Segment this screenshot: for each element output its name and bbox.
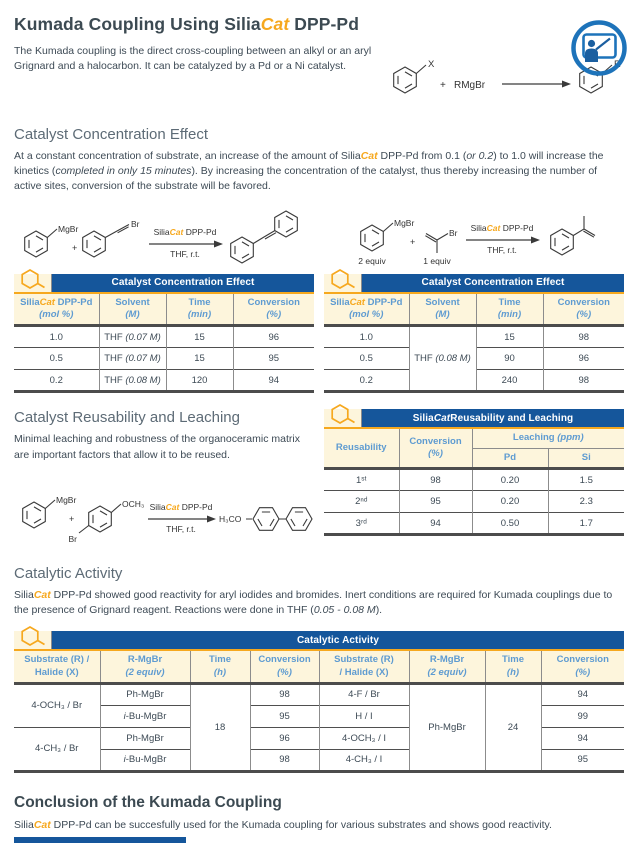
- cell-cycle: 1ˢᵗ: [324, 469, 399, 491]
- cell-solvent: THF (0.07 M): [99, 326, 166, 348]
- conditions-top: SiliaCat DPP-Pd: [153, 226, 217, 237]
- och3-label: OCH₃: [122, 498, 145, 509]
- col-header-conversion: Conversion (%): [233, 294, 314, 326]
- br-label: Br: [68, 533, 77, 544]
- mgbr-label: MgBr: [56, 494, 77, 505]
- cell-substrate: 4-OCH₃ / Br: [14, 683, 100, 727]
- table-title-text: Catalyst Concentration Effect: [421, 277, 565, 289]
- page-title: [14, 14, 624, 35]
- conditions-bottom: THF, r.t.: [487, 244, 517, 255]
- table-title-brand: Cat: [433, 412, 451, 424]
- document-page: [0, 14, 638, 843]
- table-title-text: Silia: [412, 412, 434, 424]
- data-table: [14, 294, 314, 394]
- table-row: [14, 326, 314, 348]
- cell-conversion: 94: [541, 683, 624, 705]
- concentration-paragraph: [14, 149, 624, 195]
- hexagon-molecule-icon: [324, 409, 362, 427]
- cell-time: 240: [476, 370, 543, 392]
- substituent-r-label: R: [614, 59, 621, 70]
- brand-accent: Cat: [33, 818, 51, 831]
- text-segment: At a constant concentration of substrate, an increase of the amount of Silia: [14, 150, 361, 162]
- text-segment: Silia: [14, 588, 34, 601]
- cell-pd: 0.50: [472, 513, 548, 535]
- section-heading-reusability: Catalyst Reusability and Leaching: [14, 409, 240, 427]
- section-heading-catalyst-concentration: Catalyst Concentration Effect: [14, 126, 208, 143]
- cell-time-merged: 24: [485, 683, 541, 771]
- data-table: [14, 651, 624, 773]
- text-segment: DPP-Pd from 0.1 (: [377, 150, 467, 162]
- table-title-bar: [14, 274, 314, 294]
- table-title: [362, 274, 624, 292]
- conclusion-heading: Conclusion of the Kumada Coupling: [14, 793, 282, 811]
- plus-sign: +: [72, 242, 78, 253]
- text-segment: ) to 1.0 will increase the kinetics (: [14, 150, 604, 178]
- cell-time: 15: [476, 326, 543, 348]
- col-header-solvent: Solvent (M): [409, 294, 476, 326]
- cell-pd: 0.20: [472, 491, 548, 513]
- cell-pd: 0.20: [472, 469, 548, 491]
- col-header-time-left: Time (h): [190, 651, 250, 683]
- cell-si: 1.5: [548, 469, 624, 491]
- data-table: [324, 429, 624, 536]
- cell-substrate: 4-CH₃ / I: [319, 749, 409, 771]
- cell-catalyst: 1.0: [14, 326, 99, 348]
- italic-segment: 0.05 - 0.08 M: [313, 604, 376, 616]
- col-header-conversion: Conversion (%): [543, 294, 624, 326]
- plus-sign: +: [410, 236, 416, 247]
- equiv-label: 1 equiv: [423, 255, 451, 266]
- activity-paragraph: [14, 588, 624, 618]
- cell-conversion: 94: [233, 370, 314, 392]
- cell-time: 15: [166, 326, 233, 348]
- cell-conversion: 95: [541, 749, 624, 771]
- cell-conversion: 95: [233, 348, 314, 370]
- cell-substrate: 4-CH₃ / Br: [14, 727, 100, 771]
- cell-catalyst: 0.2: [14, 370, 99, 392]
- col-header-reusability: Reusability: [324, 429, 399, 468]
- h3co-label: H₃CO: [219, 513, 242, 524]
- table-title: [52, 631, 624, 649]
- cell-reagent-merged: Ph-MgBr: [409, 683, 485, 771]
- br-label: Br: [131, 218, 140, 229]
- reusability-left-column: [14, 409, 314, 551]
- conditions-top: SiliaCat DPP-Pd: [470, 222, 534, 233]
- table-row: [324, 491, 624, 513]
- table-title-text: Reusability and Leaching: [450, 412, 574, 424]
- col-header-time: Time (min): [166, 294, 233, 326]
- br-label: Br: [449, 227, 458, 238]
- table-title-text: Catalyst Concentration Effect: [111, 277, 255, 289]
- italic-segment: or 0.2: [466, 150, 494, 162]
- hexagon-molecule-icon: [14, 631, 52, 649]
- table-reusability-leaching: [324, 409, 624, 536]
- cell-conversion: 94: [399, 513, 472, 535]
- table-catalytic-activity: [14, 631, 624, 773]
- cutoff-next-table-header: [14, 837, 186, 843]
- methylstyrene-reaction-scheme: [334, 204, 624, 268]
- cell-conversion: 98: [250, 749, 319, 771]
- table-row: [14, 348, 314, 370]
- text-segment: Silia: [14, 818, 34, 831]
- table-row: [324, 326, 624, 348]
- col-header-rmgbr-left: R-MgBr (2 equiv): [100, 651, 190, 683]
- conditions-top: SiliaCat DPP-Pd: [149, 501, 213, 512]
- cell-conversion: 96: [233, 326, 314, 348]
- cell-conversion: 99: [541, 705, 624, 727]
- grignard-reagent-label: RMgBr: [454, 80, 486, 91]
- cell-conversion: 98: [543, 370, 624, 392]
- cell-cycle: 3ʳᵈ: [324, 513, 399, 535]
- cell-solvent-merged: THF (0.08 M): [409, 326, 476, 392]
- col-header-pd: Pd: [472, 448, 548, 468]
- cell-si: 2.3: [548, 491, 624, 513]
- col-header-conversion-right: Conversion (%): [541, 651, 624, 683]
- cell-time: 120: [166, 370, 233, 392]
- mgbr-label: MgBr: [394, 217, 415, 228]
- col-header-si: Si: [548, 448, 624, 468]
- intro-row: [14, 44, 624, 109]
- cell-reagent: i-Bu-MgBr: [100, 705, 190, 727]
- col-header-substrate-left: Substrate (R) / Halide (X): [14, 651, 100, 683]
- cell-conversion: 94: [541, 727, 624, 749]
- table-title-bar: [324, 409, 624, 429]
- cell-time-merged: 18: [190, 683, 250, 771]
- table-title-bar: [324, 274, 624, 294]
- cell-conversion: 98: [543, 326, 624, 348]
- cell-conversion: 96: [543, 348, 624, 370]
- col-header-substrate-right: Substrate (R) / Halide (X): [319, 651, 409, 683]
- col-header-catalyst: SiliaCat DPP-Pd (mol %): [14, 294, 99, 326]
- conclusion-paragraph: [14, 818, 624, 833]
- cell-conversion: 95: [250, 705, 319, 727]
- section-heading-catalytic-activity: Catalytic Activity: [14, 564, 123, 582]
- cell-time: 90: [476, 348, 543, 370]
- data-table: [324, 294, 624, 394]
- cell-reagent: i-Bu-MgBr: [100, 749, 190, 771]
- brand-accent: Cat: [360, 150, 378, 162]
- plus-sign: +: [69, 513, 75, 524]
- table-row: [14, 370, 314, 392]
- table-title: [362, 409, 624, 427]
- title-text: Kumada Coupling Using Silia: [14, 14, 261, 34]
- cell-time: 15: [166, 348, 233, 370]
- col-header-conversion: Conversion (%): [399, 429, 472, 468]
- cell-conversion: 95: [399, 491, 472, 513]
- italic-segment: completed in only 15 minutes: [55, 165, 192, 178]
- cell-reagent: Ph-MgBr: [100, 683, 190, 705]
- cell-conversion: 96: [250, 727, 319, 749]
- presentation-training-icon: [570, 19, 628, 82]
- table-row: [324, 513, 624, 535]
- hexagon-molecule-icon: [14, 274, 52, 292]
- col-header-solvent: Solvent (M): [99, 294, 166, 326]
- mgbr-label: MgBr: [58, 223, 79, 234]
- table-catalyst-concentration-left: [14, 274, 314, 394]
- halide-x-label: X: [428, 59, 435, 70]
- cell-cycle: 2ⁿᵈ: [324, 491, 399, 513]
- text-segment: ).: [375, 604, 383, 616]
- table-title-bar: [14, 631, 624, 651]
- text-segment: DPP-Pd showed good reactivity for aryl iodides and bromides. Inert conditions are required for Kumada couplings due to the presence of Grignard reagent. Reactions were done in THF (: [14, 588, 613, 616]
- cell-solvent: THF (0.08 M): [99, 370, 166, 392]
- concentration-tables-row: [14, 274, 624, 394]
- intro-paragraph: The Kumada coupling is the direct cross-coupling between an alkyl or an aryl Grignard and a halocarbon. It can be catalyzed by a Pd or a Ni catalyst.: [14, 45, 372, 72]
- cell-substrate: 4-OCH₃ / I: [319, 727, 409, 749]
- reusability-paragraph: Minimal leaching and robustness of the organoceramic matrix are important factors that allow it to be reused.: [14, 433, 300, 461]
- col-header-conversion-left: Conversion (%): [250, 651, 319, 683]
- brand-accent: Cat: [33, 588, 51, 601]
- col-header-time-right: Time (h): [485, 651, 541, 683]
- cell-catalyst: 0.5: [14, 348, 99, 370]
- table-title: [52, 274, 314, 292]
- table-title-text: Catalytic Activity: [296, 634, 379, 646]
- hexagon-molecule-icon: [324, 274, 362, 292]
- cell-solvent: THF (0.07 M): [99, 348, 166, 370]
- equiv-label: 2 equiv: [358, 255, 386, 266]
- cell-catalyst: 0.5: [324, 348, 409, 370]
- plus-sign: +: [440, 80, 446, 91]
- text-segment: ). By increasing the concentration of the catalyst, thus thereby increasing the number of active sites, conversion of the substrate will be favored.: [14, 165, 598, 193]
- stilbene-reaction-scheme: [14, 204, 319, 268]
- conditions-bottom: THF, r.t.: [170, 248, 200, 259]
- col-header-rmgbr-right: R-MgBr (2 equiv): [409, 651, 485, 683]
- table-row: [324, 469, 624, 491]
- concentration-schemes-row: [14, 204, 624, 268]
- biphenyl-reaction-scheme: [14, 475, 316, 547]
- cell-conversion: 98: [250, 683, 319, 705]
- cell-catalyst: 0.2: [324, 370, 409, 392]
- cell-substrate: H / I: [319, 705, 409, 727]
- col-header-time: Time (min): [476, 294, 543, 326]
- col-header-leaching: Leaching (ppm): [472, 429, 624, 448]
- text-segment: DPP-Pd can be succesfully used for the Kumada coupling for various substrates and shows good reactivity.: [50, 818, 552, 831]
- cell-reagent: Ph-MgBr: [100, 727, 190, 749]
- cell-substrate: 4-F / Br: [319, 683, 409, 705]
- reusability-section-row: [14, 409, 624, 551]
- conditions-bottom: THF, r.t.: [166, 523, 196, 534]
- title-suffix: DPP-Pd: [289, 14, 359, 34]
- col-header-catalyst: SiliaCat DPP-Pd (mol %): [324, 294, 409, 326]
- table-row: [14, 683, 624, 705]
- cell-catalyst: 1.0: [324, 326, 409, 348]
- cell-conversion: 98: [399, 469, 472, 491]
- cell-si: 1.7: [548, 513, 624, 535]
- title-brand-accent: Cat: [260, 14, 290, 34]
- table-catalyst-concentration-right: [324, 274, 624, 394]
